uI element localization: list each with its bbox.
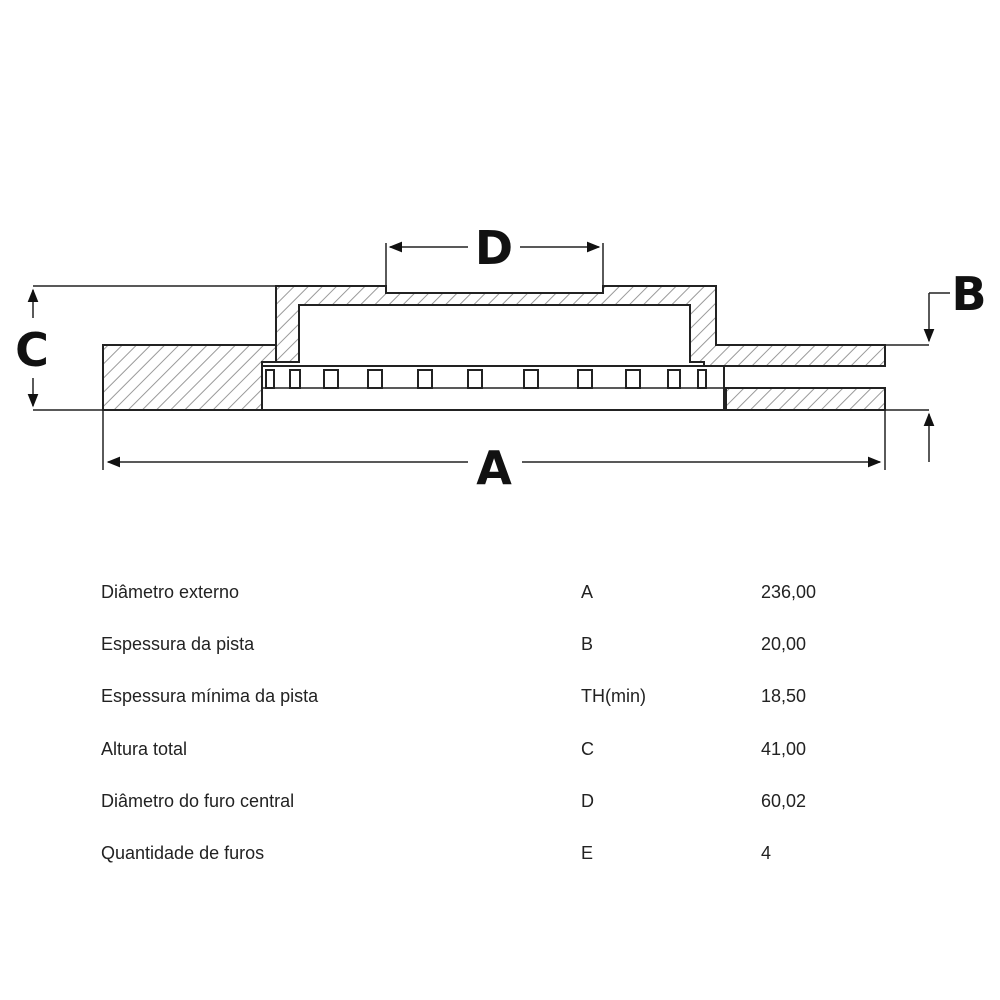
dimension-b: [929, 267, 987, 462]
table-row: [101, 827, 901, 879]
spec-value: 236,00: [761, 581, 817, 602]
spec-name: Diâmetro do furo central: [101, 790, 295, 811]
spec-symbol: A: [581, 581, 594, 602]
spec-value: 4: [761, 843, 772, 864]
spec-name: Espessura mínima da pista: [101, 686, 319, 707]
table-row: [101, 775, 901, 827]
spec-name: Altura total: [101, 738, 188, 759]
left-flange: [103, 345, 276, 410]
table-row: [101, 618, 901, 670]
right-rim: [726, 388, 885, 410]
dimension-c-label: C: [15, 323, 49, 377]
table-row: [101, 671, 901, 723]
disc-cross-section: [103, 286, 885, 410]
spec-name: Diâmetro externo: [101, 581, 240, 602]
dimension-d-label: D: [474, 221, 514, 275]
spec-name: Quantidade de furos: [101, 843, 265, 864]
dimension-d: [390, 221, 599, 275]
spec-value: 18,50: [761, 686, 807, 707]
dimension-a-label: A: [476, 441, 512, 495]
specifications-table: [101, 566, 901, 880]
spec-symbol: B: [581, 633, 594, 654]
spec-symbol: D: [581, 790, 594, 811]
spec-value: 41,00: [761, 738, 807, 759]
dimension-a: [108, 441, 880, 495]
spec-value: 20,00: [761, 633, 807, 654]
table-row: [101, 723, 901, 775]
dimension-c: [15, 290, 49, 406]
spec-symbol: TH(min): [581, 686, 646, 707]
table-row: [101, 566, 901, 618]
spec-name: Espessura da pista: [101, 633, 255, 654]
spec-symbol: E: [581, 843, 594, 864]
spec-value: 60,02: [761, 790, 807, 811]
dimension-b-label: B: [951, 267, 987, 321]
spec-symbol: C: [581, 738, 594, 759]
